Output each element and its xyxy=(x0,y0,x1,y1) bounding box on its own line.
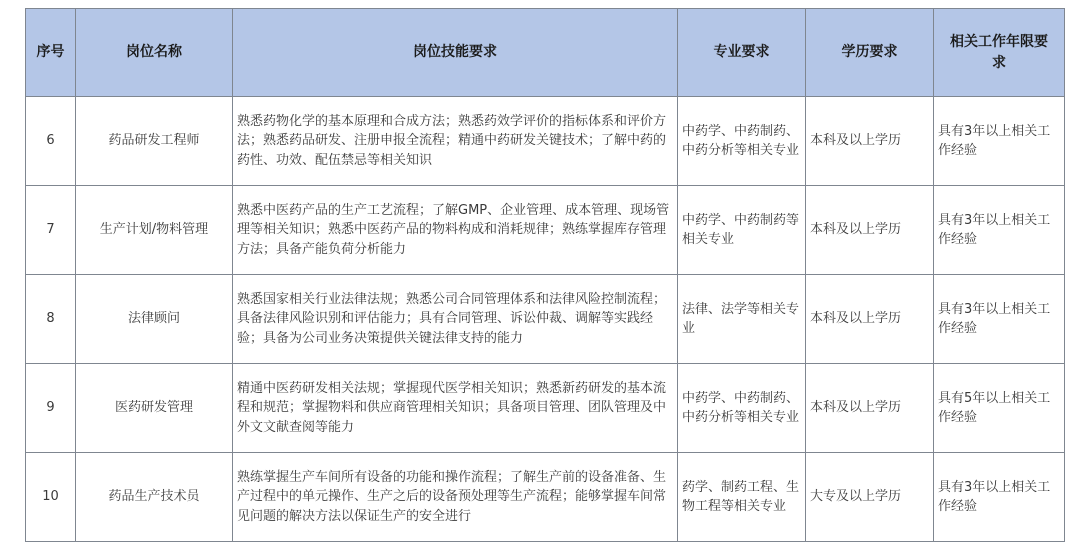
cell-education: 本科及以上学历 xyxy=(806,186,934,275)
cell-experience: 具有3年以上相关工作经验 xyxy=(934,453,1065,542)
cell-skills: 熟悉中医药产品的生产工艺流程；了解GMP、企业管理、成本管理、现场管理等相关知识；熟悉中医药产品的物料构成和消耗规律；熟练掌握库存管理方法；具备产能负荷分析能力 xyxy=(233,186,678,275)
cell-experience: 具有3年以上相关工作经验 xyxy=(934,97,1065,186)
cell-education: 本科及以上学历 xyxy=(806,275,934,364)
cell-no: 8 xyxy=(26,275,76,364)
table-row xyxy=(26,275,1065,364)
cell-education: 本科及以上学历 xyxy=(806,97,934,186)
cell-position: 药品研发工程师 xyxy=(76,97,233,186)
cell-major: 法律、法学等相关专业 xyxy=(678,275,806,364)
cell-no: 7 xyxy=(26,186,76,275)
job-requirements-table xyxy=(25,8,1065,542)
cell-position: 法律顾问 xyxy=(76,275,233,364)
cell-experience: 具有3年以上相关工作经验 xyxy=(934,275,1065,364)
table-row xyxy=(26,97,1065,186)
cell-major: 中药学、中药制药等相关专业 xyxy=(678,186,806,275)
cell-skills: 熟悉药物化学的基本原理和合成方法；熟悉药效学评价的指标体系和评价方法；熟悉药品研发、注册申报全流程；精通中药研发关键技术；了解中药的药性、功效、配伍禁忌等相关知识 xyxy=(233,97,678,186)
header-education: 学历要求 xyxy=(806,9,934,97)
table-header-row xyxy=(26,9,1065,97)
cell-position: 医药研发管理 xyxy=(76,364,233,453)
cell-no: 6 xyxy=(26,97,76,186)
cell-experience: 具有3年以上相关工作经验 xyxy=(934,186,1065,275)
cell-major: 中药学、中药制药、中药分析等相关专业 xyxy=(678,97,806,186)
cell-education: 本科及以上学历 xyxy=(806,364,934,453)
cell-skills: 熟悉国家相关行业法律法规；熟悉公司合同管理体系和法律风险控制流程；具备法律风险识别和评估能力；具有合同管理、诉讼仲裁、调解等实践经验；具备为公司业务决策提供关键法律支持的能力 xyxy=(233,275,678,364)
cell-education: 大专及以上学历 xyxy=(806,453,934,542)
cell-major: 药学、制药工程、生物工程等相关专业 xyxy=(678,453,806,542)
cell-no: 10 xyxy=(26,453,76,542)
cell-skills: 精通中医药研发相关法规；掌握现代医学相关知识；熟悉新药研发的基本流程和规范；掌握物料和供应商管理相关知识；具备项目管理、团队管理及中外文文献查阅等能力 xyxy=(233,364,678,453)
header-major: 专业要求 xyxy=(678,9,806,97)
cell-no: 9 xyxy=(26,364,76,453)
header-skills: 岗位技能要求 xyxy=(233,9,678,97)
header-no: 序号 xyxy=(26,9,76,97)
cell-position: 药品生产技术员 xyxy=(76,453,233,542)
cell-skills: 熟练掌握生产车间所有设备的功能和操作流程；了解生产前的设备准备、生产过程中的单元操作、生产之后的设备预处理等生产流程；能够掌握车间常见问题的解决方法以保证生产的安全进行 xyxy=(233,453,678,542)
table-row xyxy=(26,453,1065,542)
header-experience: 相关工作年限要求 xyxy=(934,9,1065,97)
cell-position: 生产计划/物料管理 xyxy=(76,186,233,275)
header-position: 岗位名称 xyxy=(76,9,233,97)
cell-major: 中药学、中药制药、中药分析等相关专业 xyxy=(678,364,806,453)
table-row xyxy=(26,186,1065,275)
table-row xyxy=(26,364,1065,453)
cell-experience: 具有5年以上相关工作经验 xyxy=(934,364,1065,453)
